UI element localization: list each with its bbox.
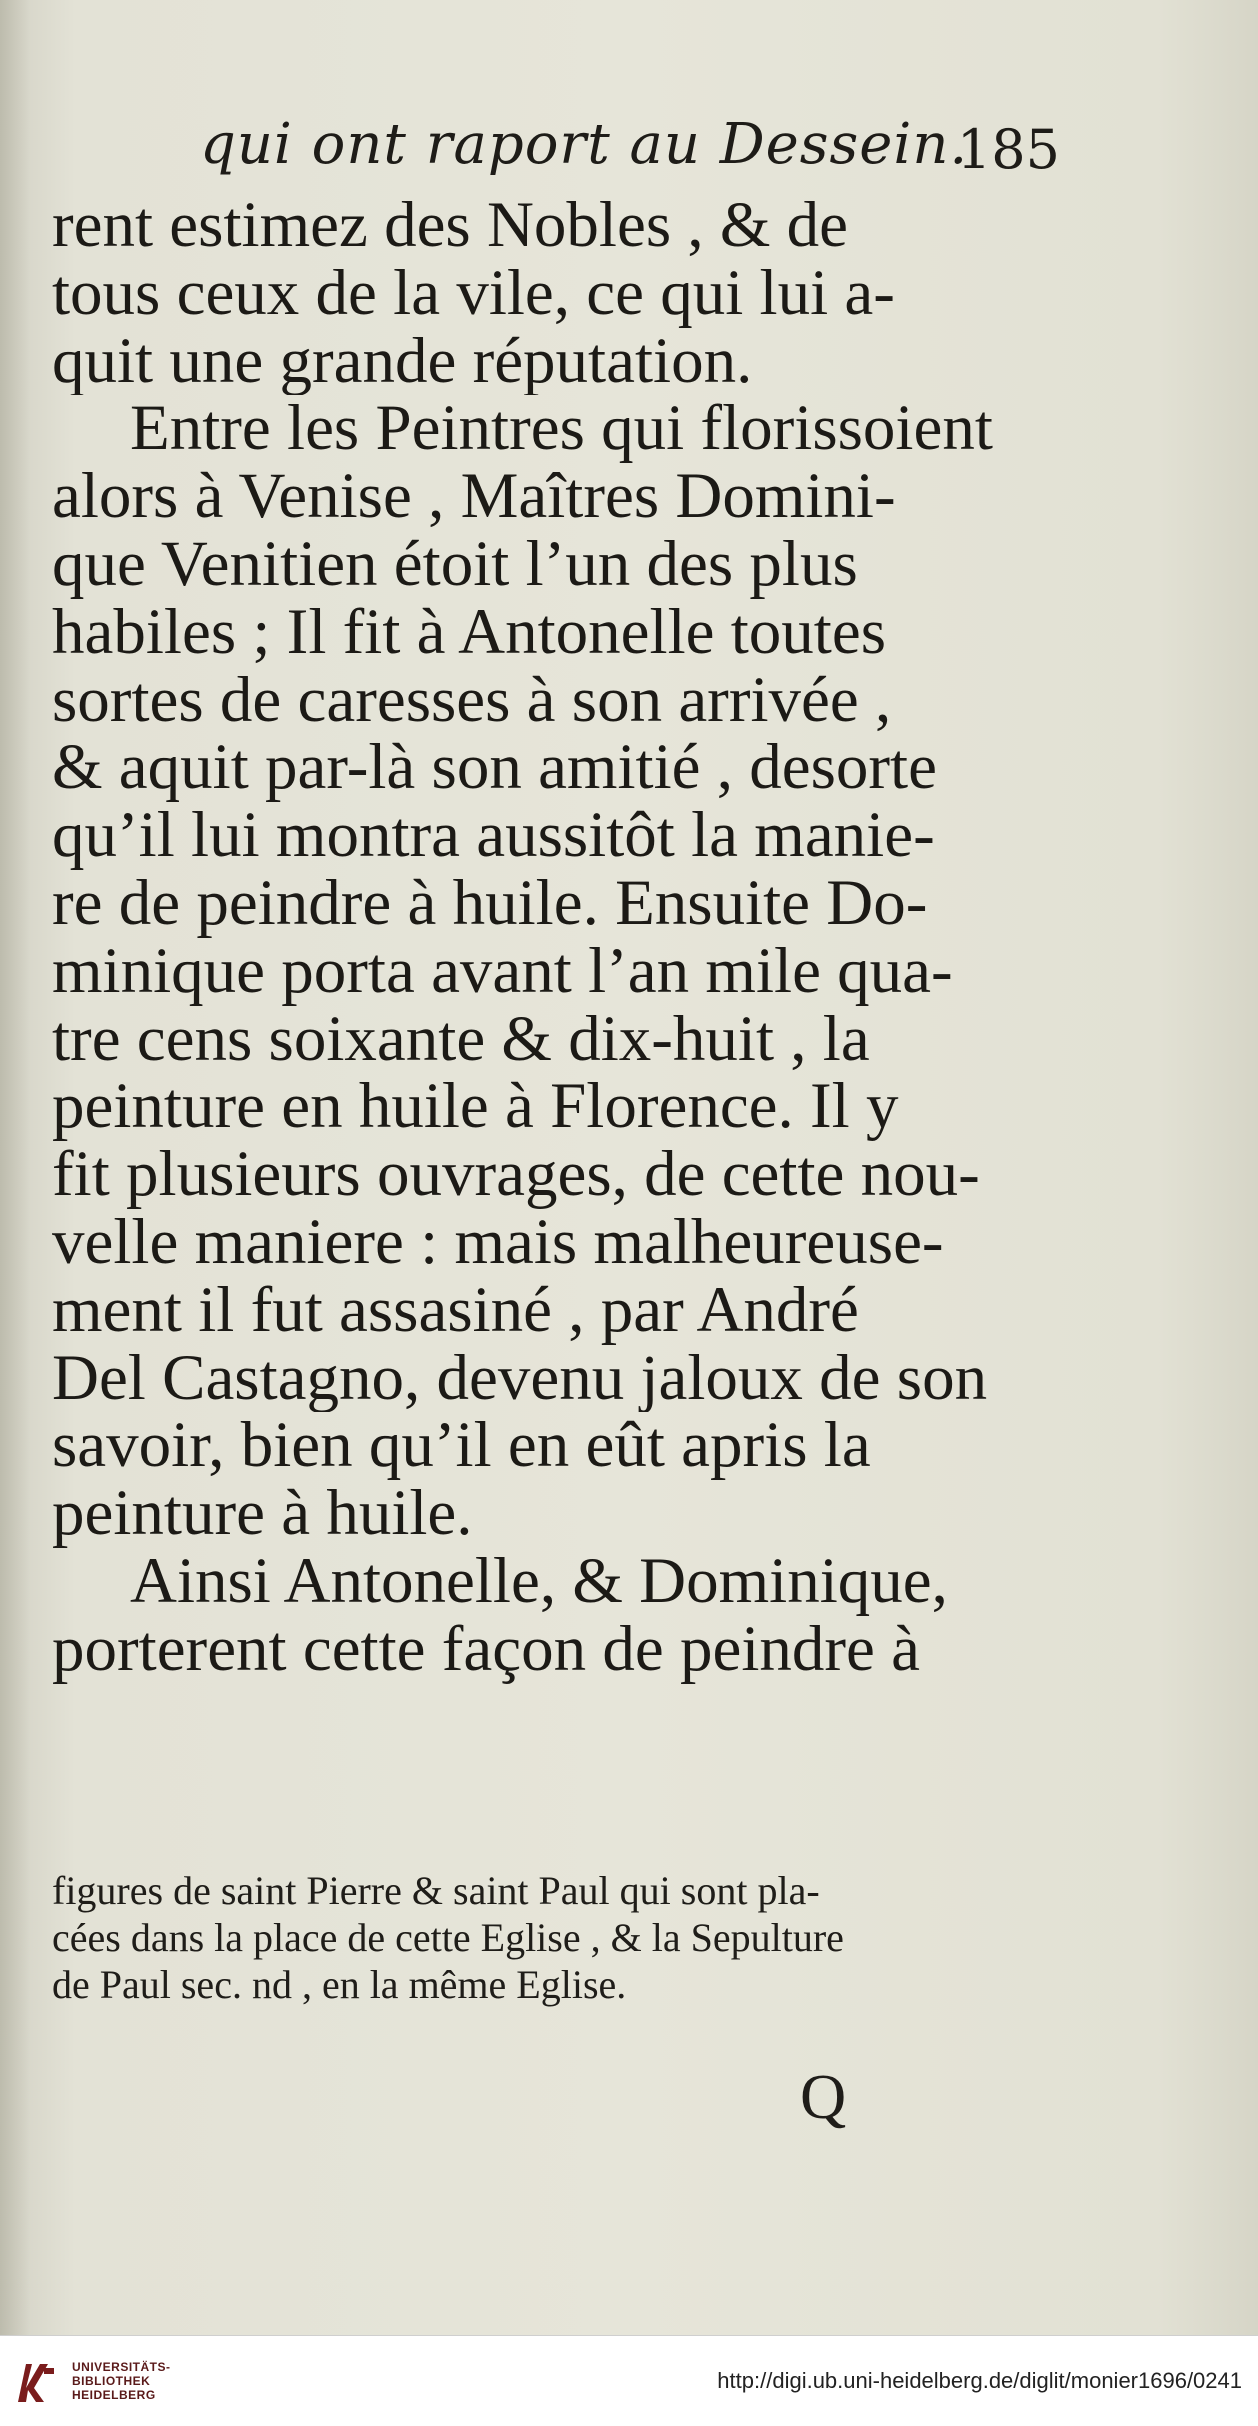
text-line: Ainsi Antonelle, & Dominique, (130, 1547, 948, 1616)
text-line: Entre les Peintres qui florissoient (130, 395, 993, 464)
text-line: habiles ; Il fit à Antonelle toutes (52, 598, 886, 667)
text-line: minique porta avant l’an mile qua- (52, 937, 953, 1006)
text-line: velle maniere : mais malheureuse- (52, 1208, 944, 1277)
text-line: savoir, bien qu’il en eût apris la (52, 1412, 871, 1481)
library-name-line: BIBLIOTHEK (72, 2374, 151, 2388)
text-line: peinture à huile. (52, 1480, 473, 1548)
text-line: alors à Venise , Maîtres Domini- (52, 463, 896, 531)
page-number: 185 (956, 118, 1060, 181)
source-url-link[interactable]: http://digi.ub.uni-heidelberg.de/diglit/monier1696/0241 (717, 2368, 1242, 2393)
running-head: qui ont raport au Dessein. (200, 112, 969, 177)
text-line: & aquit par-là son amitié , desorte (52, 734, 937, 803)
footnote-line: figures de saint Pierre & saint Paul qui sont pla- (52, 1868, 820, 1913)
binding-shadow (0, 0, 30, 2335)
text-line: re de peindre à huile. Ensuite Do- (52, 869, 928, 938)
text-line: quit une grande réputation. (52, 327, 753, 396)
footnote-line: cées dans la place de cette Eglise , & la Sepulture (52, 1914, 844, 1960)
text-line: peinture en huile à Florence. Il y (52, 1073, 899, 1142)
page-header (200, 112, 1060, 192)
text-line: Del Castagno, devenu jaloux de son (52, 1344, 988, 1413)
signature-mark: Q (800, 2061, 847, 2132)
text-line: tre cens soixante & dix-huit , la (52, 1005, 870, 1074)
university-logo-icon (14, 2358, 58, 2406)
text-line: sortes de caresses à son arrivée , (52, 666, 892, 735)
text-line: porterent cette façon de peindre à (52, 1615, 920, 1684)
text-line: que Venitien étoit l’un des plus (52, 530, 858, 599)
text-line: rent estimez des Nobles , & de (52, 192, 849, 260)
library-name (72, 2360, 171, 2402)
library-footer (0, 2335, 1258, 2426)
text-line: tous ceux de la vile, ce qui lui a- (52, 259, 895, 328)
text-line: fit plusieurs ouvrages, de cette nou- (52, 1141, 980, 1209)
footnote (52, 1868, 1052, 2008)
library-name-line: UNIVERSITÄTS- (72, 2360, 171, 2374)
body-text (52, 192, 1052, 1684)
text-line: qu’il lui montra aussitôt la manie- (52, 802, 935, 870)
library-name-line: HEIDELBERG (72, 2388, 156, 2402)
footnote-line: de Paul sec. nd , en la même Eglise. (52, 1961, 627, 2007)
text-line: ment il fut assasiné , par André (52, 1276, 859, 1345)
